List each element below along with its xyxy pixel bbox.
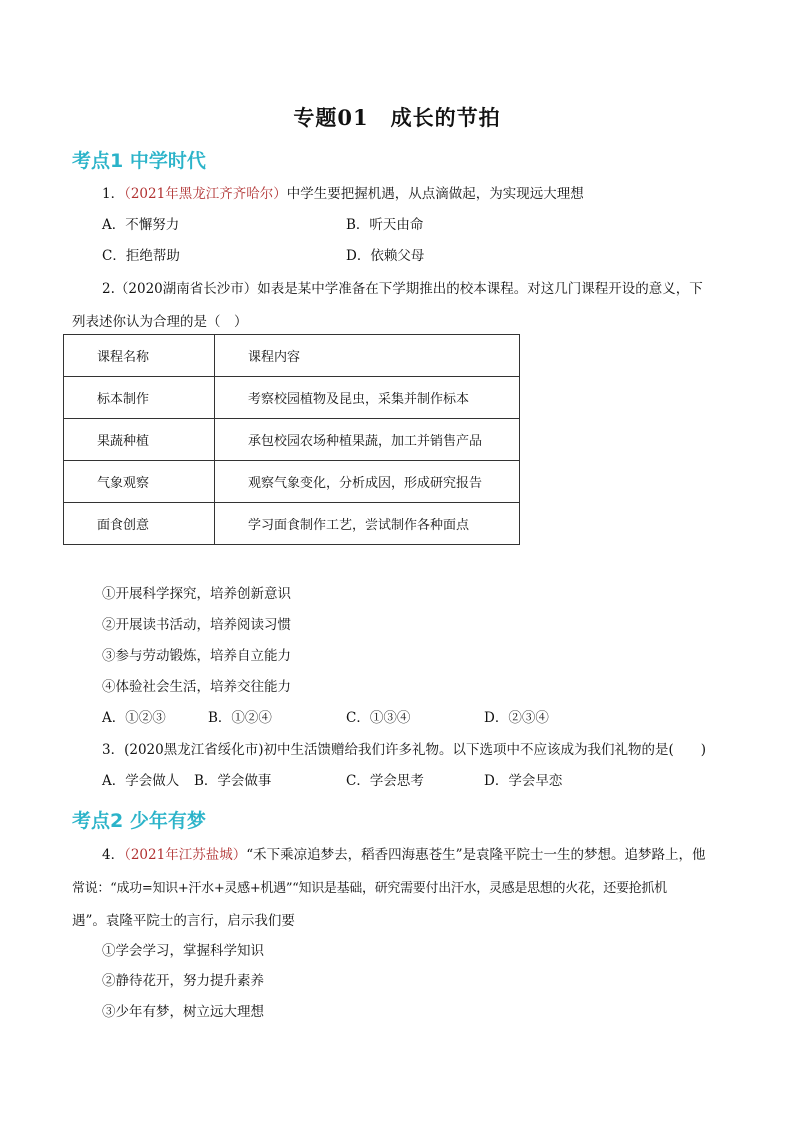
question-source: （2020湖南省长沙市） bbox=[114, 281, 258, 297]
table-header-cell: 课程内容 bbox=[215, 335, 520, 377]
question-number: 3． bbox=[102, 742, 125, 758]
table-cell: 气象观察 bbox=[64, 461, 215, 503]
question-text: 中学生要把握机遇，从点滴做起，为实现远大理想 bbox=[286, 186, 584, 202]
option-a: A．①②③ bbox=[102, 710, 166, 726]
option-b: B．听天由命 bbox=[346, 217, 424, 233]
table-cell: 观察气象变化，分析成因，形成研究报告 bbox=[215, 461, 520, 503]
question-text: 如表是某中学准备在下学期推出的校本课程。对这几门课程开设的意义，下 bbox=[257, 281, 703, 297]
statement-item: ④体验社会生活，培养交往能力 bbox=[102, 679, 291, 695]
question-4-stem-cont: 常说：“成功=知识+汗水+灵感+机遇”“知识是基础，研究需要付出汗水，灵感是思想的火花，还要抢抓机 bbox=[72, 881, 667, 896]
statement-item: ②开展读书活动，培养阅读习惯 bbox=[102, 617, 291, 633]
table-cell: 果蔬种植 bbox=[64, 419, 215, 461]
table-row bbox=[64, 377, 520, 419]
option-c: C．①③④ bbox=[346, 710, 411, 726]
statement-item: ②静待花开，努力提升素养 bbox=[102, 973, 264, 989]
option-c: C．学会思考 bbox=[346, 773, 424, 789]
table-header-row bbox=[64, 335, 520, 377]
page-title: 专题01 成长的节拍 bbox=[293, 105, 501, 130]
course-table bbox=[63, 334, 520, 545]
question-1-stem bbox=[102, 184, 584, 204]
option-a: A．不懈努力 bbox=[102, 217, 180, 233]
table-cell: 考察校园植物及昆虫，采集并制作标本 bbox=[215, 377, 520, 419]
question-source: (2020黑龙江省绥化市) bbox=[124, 742, 264, 758]
question-source: （2021年江苏盐城） bbox=[124, 847, 247, 863]
option-d: D．②③④ bbox=[484, 710, 549, 726]
table-cell: 标本制作 bbox=[64, 377, 215, 419]
statement-item: ①开展科学探究，培养创新意识 bbox=[102, 586, 291, 602]
option-b: B．①②④ bbox=[208, 710, 272, 726]
table-row bbox=[64, 419, 520, 461]
option-b: B．学会做事 bbox=[194, 773, 272, 789]
question-number: 4． bbox=[102, 847, 125, 863]
table-row bbox=[64, 503, 520, 545]
option-d: D．依赖父母 bbox=[346, 248, 425, 264]
question-text: “禾下乘凉追梦去，稻香四海惠苍生”是袁隆平院士一生的梦想。追梦路上，他 bbox=[246, 847, 706, 863]
question-4-stem bbox=[102, 845, 706, 865]
table-cell: 学习面食制作工艺，尝试制作各种面点 bbox=[215, 503, 520, 545]
statement-item: ①学会学习，掌握科学知识 bbox=[102, 943, 264, 959]
option-d: D．学会早恋 bbox=[484, 773, 563, 789]
question-3-stem bbox=[102, 740, 706, 760]
question-source: （2021年黑龙江齐齐哈尔） bbox=[124, 186, 287, 202]
option-a: A．学会做人 bbox=[102, 773, 180, 789]
table-cell: 承包校园农场种植果蔬，加工并销售产品 bbox=[215, 419, 520, 461]
statement-item: ③少年有梦，树立远大理想 bbox=[102, 1004, 264, 1020]
table-row bbox=[64, 461, 520, 503]
question-2-stem bbox=[102, 279, 703, 299]
table-cell: 面食创意 bbox=[64, 503, 215, 545]
section-heading: 考点1 中学时代 bbox=[72, 150, 206, 172]
statement-item: ③参与劳动锻炼，培养自立能力 bbox=[102, 648, 291, 664]
question-number: 2. bbox=[102, 281, 115, 297]
question-text: 初中生活馈赠给我们许多礼物。以下选项中不应该成为我们礼物的是( ) bbox=[263, 742, 707, 758]
question-2-stem-cont: 列表述你认为合理的是（ ） bbox=[72, 314, 248, 330]
option-c: C．拒绝帮助 bbox=[102, 248, 180, 264]
question-number: 1． bbox=[102, 186, 125, 202]
section-heading: 考点2 少年有梦 bbox=[72, 810, 206, 832]
table-header-cell: 课程名称 bbox=[64, 335, 215, 377]
question-4-stem-cont: 遇”。袁隆平院士的言行，启示我们要 bbox=[72, 913, 295, 929]
